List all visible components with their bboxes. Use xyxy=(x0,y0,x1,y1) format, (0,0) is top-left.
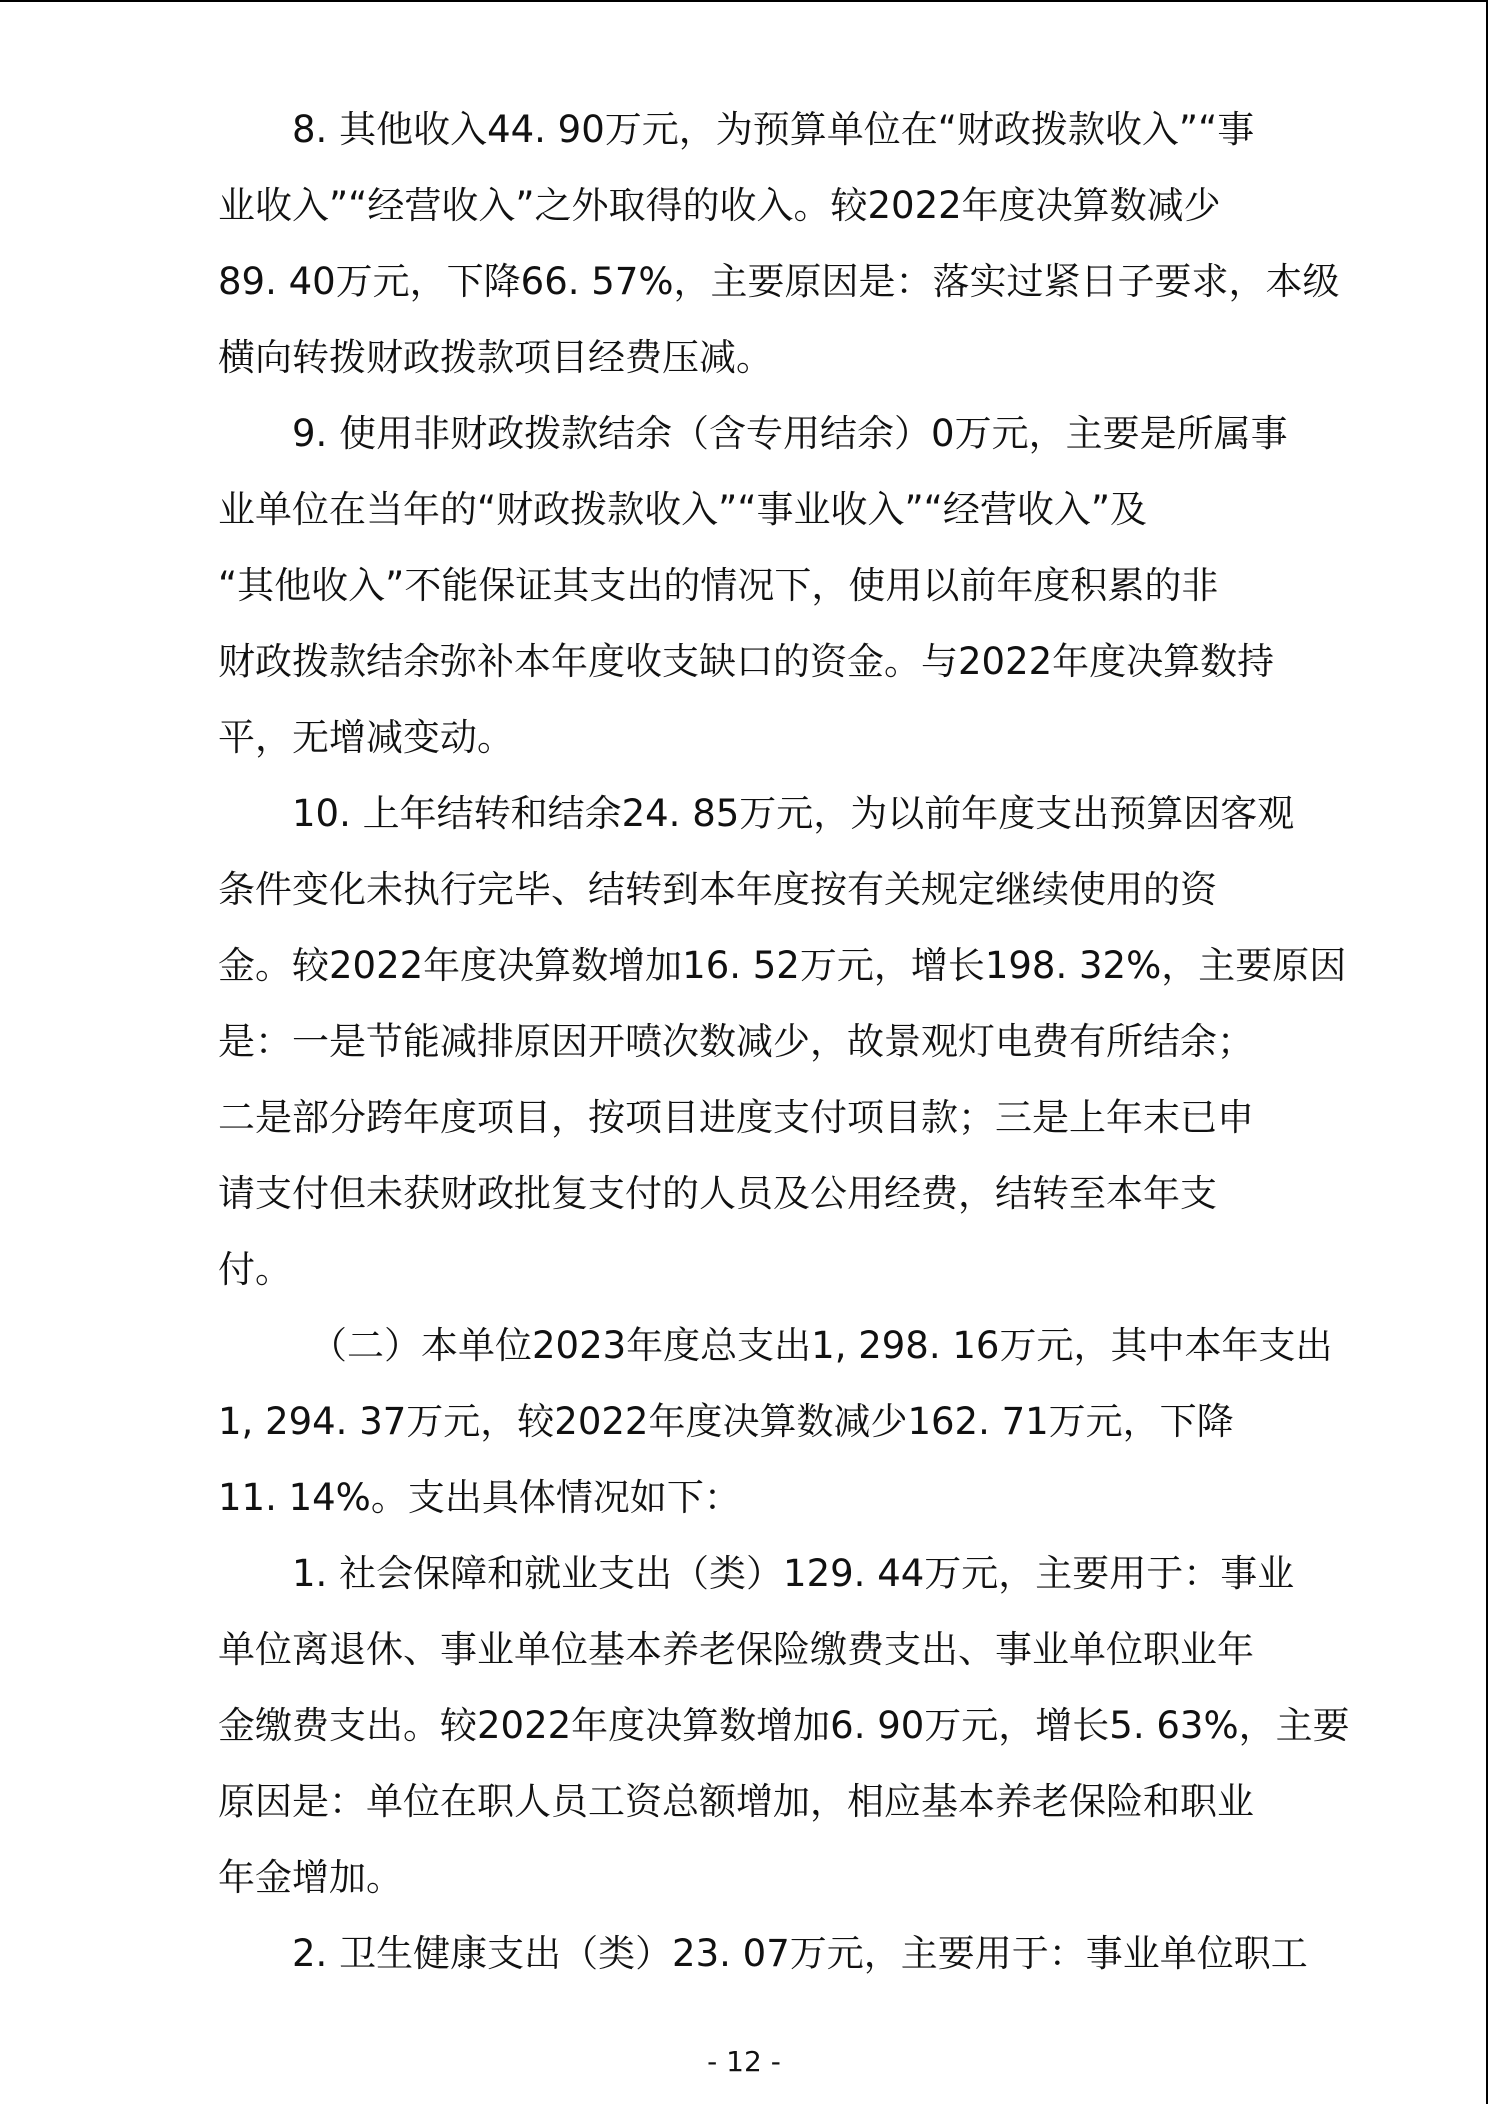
text-line: 89. 40万元，下降66. 57%，主要原因是：落实过紧日子要求，本级 xyxy=(218,260,1340,303)
text-line: 8. 其他收入44. 90万元，为预算单位在“财政拨款收入”“事 xyxy=(292,108,1255,151)
text-line: 原因是：单位在职人员工资总额增加，相应基本养老保险和职业 xyxy=(218,1780,1254,1823)
text-line: 金。较2022年度决算数增加16. 52万元，增长198. 32%，主要原因 xyxy=(218,944,1347,987)
text-line: 1, 294. 37万元，较2022年度决算数减少162. 71万元，下降 xyxy=(218,1400,1234,1443)
text-line: 业收入”“经营收入”之外取得的收入。较2022年度决算数减少 xyxy=(218,184,1221,227)
text-line: 请支付但未获财政批复支付的人员及公用经费，结转至本年支 xyxy=(218,1172,1217,1215)
text-line: 10. 上年结转和结余24. 85万元，为以前年度支出预算因客观 xyxy=(292,792,1295,835)
text-line: 9. 使用非财政拨款结余（含专用结余）0万元，主要是所属事 xyxy=(292,412,1288,455)
text-line: 是：一是节能减排原因开喷次数减少，故景观灯电费有所结余； xyxy=(218,1020,1254,1063)
text-line: 二是部分跨年度项目，按项目进度支付项目款；三是上年末已申 xyxy=(218,1096,1254,1139)
text-line: 横向转拨财政拨款项目经费压减。 xyxy=(218,336,773,379)
text-line: 财政拨款结余弥补本年度收支缺口的资金。与2022年度决算数持 xyxy=(218,640,1275,683)
text-line: “其他收入”不能保证其支出的情况下，使用以前年度积累的非 xyxy=(218,564,1219,607)
text-line: 付。 xyxy=(218,1248,292,1291)
text-line: 平，无增减变动。 xyxy=(218,716,514,759)
text-line: （二）本单位2023年度总支出1, 298. 16万元，其中本年支出 xyxy=(310,1324,1333,1367)
paragraph-non-fiscal-balance xyxy=(218,396,1288,776)
text-line: 1. 社会保障和就业支出（类）129. 44万元，主要用于：事业 xyxy=(292,1552,1295,1595)
paragraph-other-income xyxy=(218,92,1340,396)
text-line: 金缴费支出。较2022年度决算数增加6. 90万元，增长5. 63%，主要 xyxy=(218,1704,1350,1747)
text-line: 11. 14%。支出具体情况如下： xyxy=(218,1476,741,1519)
text-line: 年金增加。 xyxy=(218,1856,403,1899)
text-line: 单位离退休、事业单位基本养老保险缴费支出、事业单位职业年 xyxy=(218,1628,1254,1671)
text-line: 业单位在当年的“财政拨款收入”“事业收入”“经营收入”及 xyxy=(218,488,1148,531)
page-number: - 12 - xyxy=(707,2045,781,2078)
paragraph-health xyxy=(218,1916,1308,1992)
paragraph-total-expenditure xyxy=(218,1308,1333,1536)
text-line: 条件变化未执行完毕、结转到本年度按有关规定继续使用的资 xyxy=(218,868,1217,911)
text-line: 2. 卫生健康支出（类）23. 07万元，主要用于：事业单位职工 xyxy=(292,1932,1308,1975)
paragraph-social-security xyxy=(218,1536,1350,1916)
document-body xyxy=(218,92,1350,1992)
paragraph-prior-year-carryover xyxy=(218,776,1347,1308)
